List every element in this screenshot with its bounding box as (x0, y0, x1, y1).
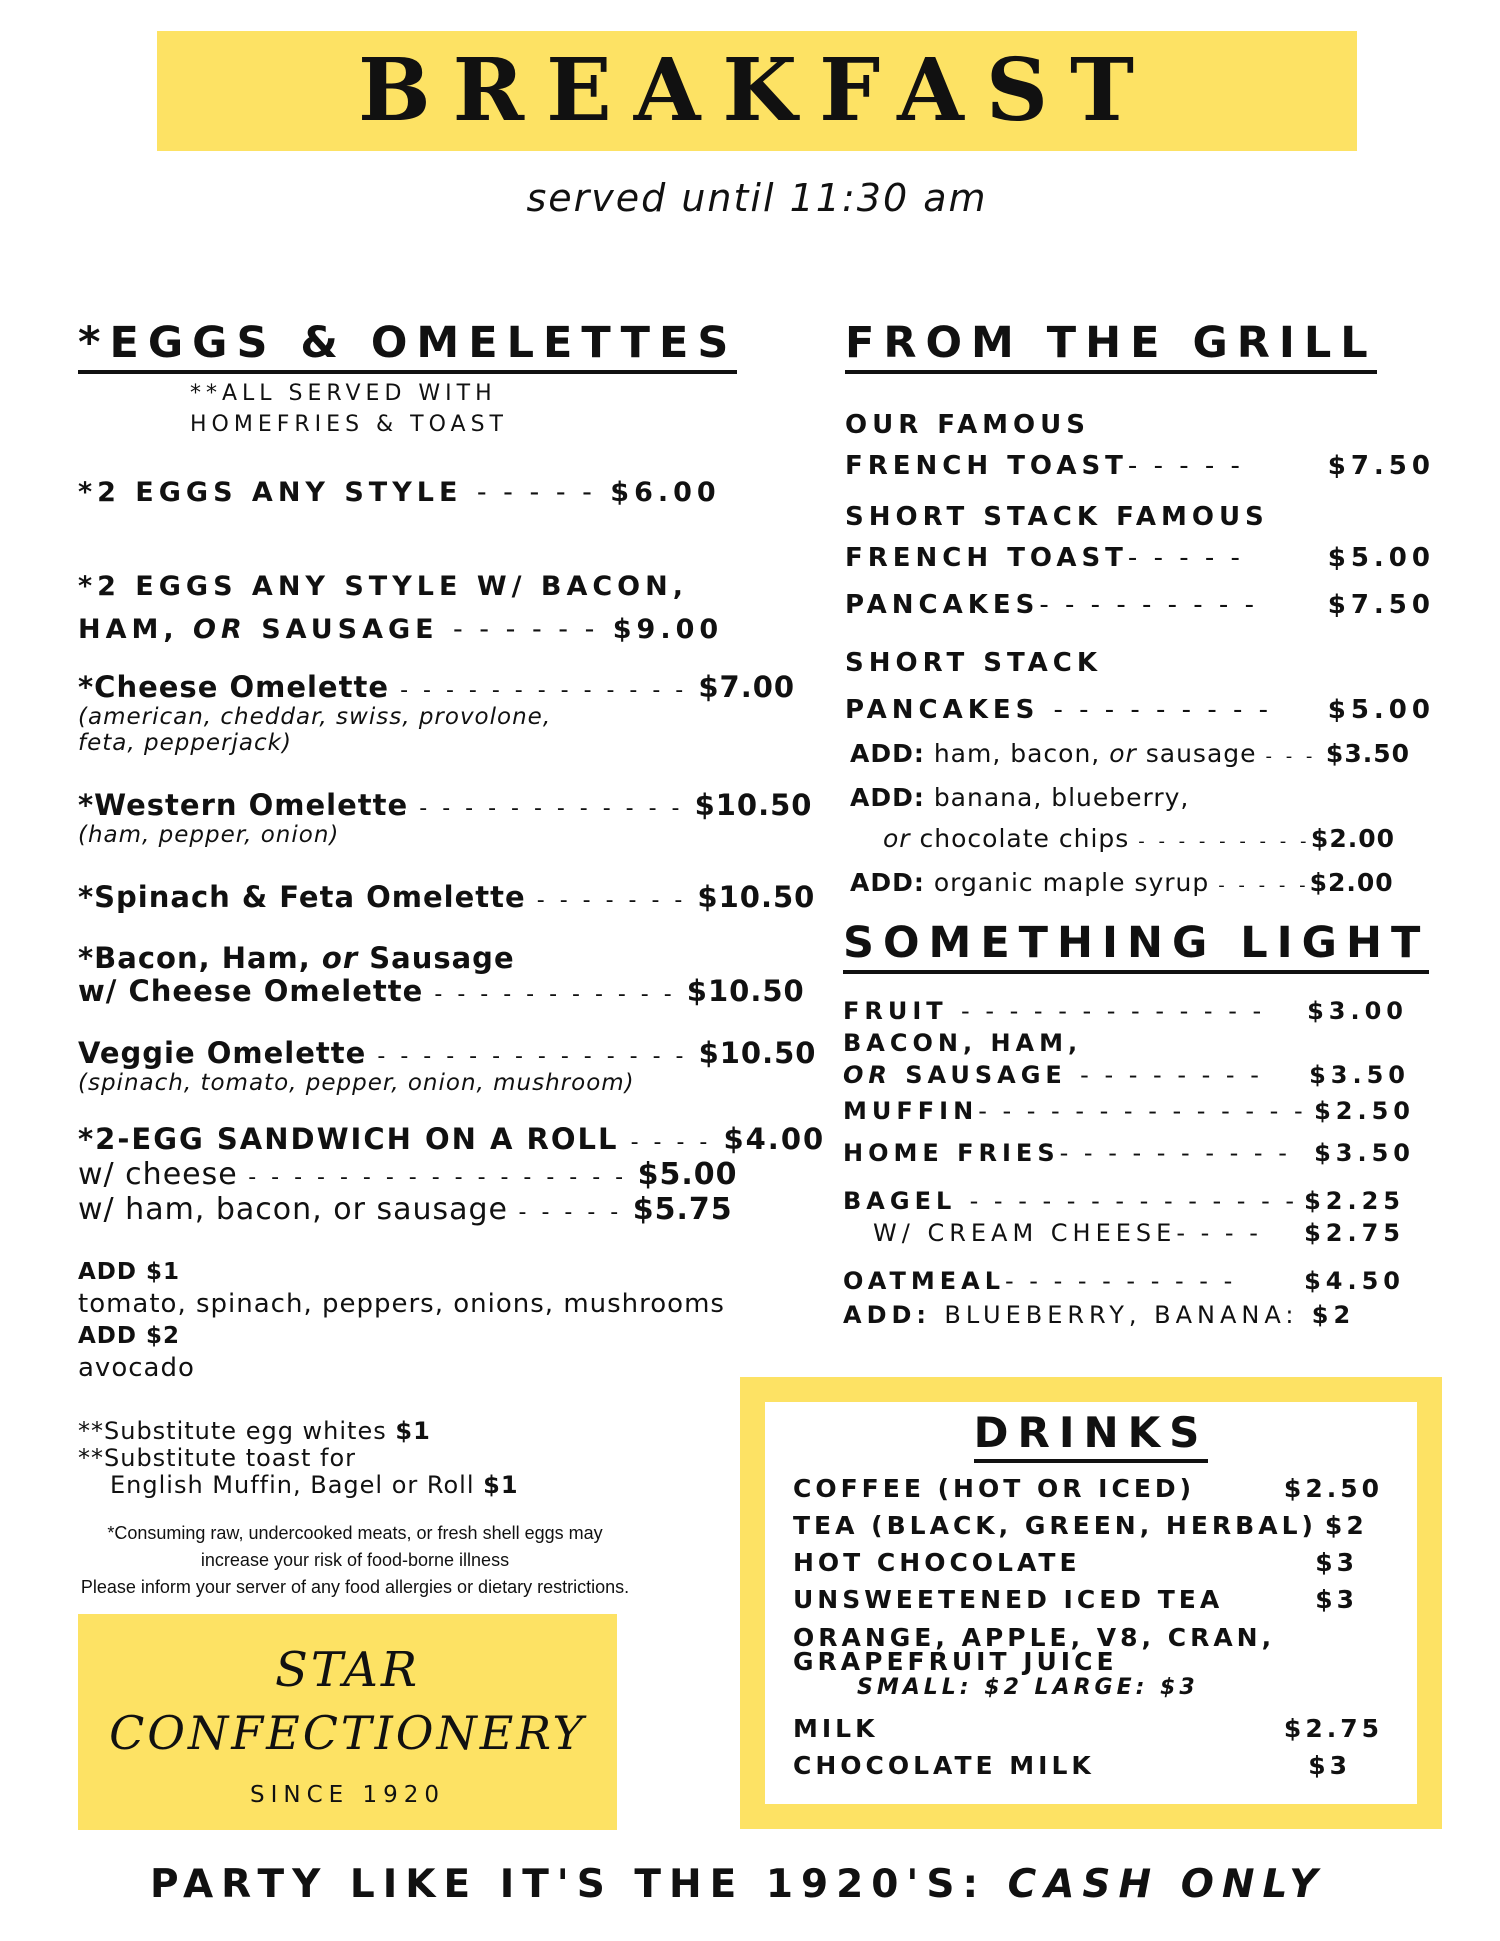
something-light-list (843, 995, 1413, 1331)
item-name: *Cheese Omelette (78, 670, 389, 704)
dash-leader: - - - - - - - - - - - - - - (978, 1097, 1307, 1125)
item-price: $7.50 (1327, 451, 1435, 481)
dash-leader: - - - - - - - - - - - - - (400, 678, 688, 703)
drink-name: UNSWEETENED ICED TEA (793, 1585, 1224, 1614)
item-name: FRENCH TOAST (845, 451, 1128, 481)
add-on-label: ADD $1 (78, 1259, 180, 1285)
dash-leader: - - - - - - - - - (1053, 695, 1273, 725)
add-on-label: ADD: (850, 868, 925, 897)
dash-leader: - - - - - - (452, 614, 599, 645)
item-price: $10.50 (697, 880, 816, 914)
drink-name: MILK (793, 1714, 879, 1743)
logo-text: CONFECTIONERY (109, 1706, 586, 1760)
item-price: $7.00 (698, 670, 796, 704)
menu-item-western-omelette (78, 788, 813, 848)
item-name: SHORT STACK FAMOUS (845, 502, 1269, 532)
drink-item (793, 1581, 1358, 1618)
served-with-note (190, 378, 508, 440)
drink-price: $3 (1315, 1548, 1358, 1577)
drink-price: $2 (1324, 1511, 1368, 1540)
item-price: $3.00 (1307, 997, 1408, 1025)
dash-leader: - - - - - - - - - - - - - (961, 997, 1266, 1025)
dash-leader: - - - - - (518, 1200, 623, 1225)
drink-item (793, 1470, 1383, 1507)
drink-name: COFFEE (HOT OR ICED) (793, 1474, 1196, 1503)
item-name: OR (193, 614, 247, 645)
item-price: $5.00 (637, 1157, 738, 1192)
substitution-text: **Substitute egg whites (78, 1417, 387, 1445)
menu-item-cheese-omelette (78, 670, 795, 756)
item-name: W/ CREAM CHEESE (873, 1219, 1177, 1247)
item-price: $5.75 (632, 1192, 733, 1227)
dash-leader: - - - - - - - - (1080, 1061, 1263, 1089)
dash-leader: - - - - (630, 1130, 712, 1155)
drinks-box (765, 1402, 1417, 1804)
add-on-label: ADD: (843, 1301, 932, 1329)
add-on-price: $2 (1311, 1301, 1356, 1329)
dash-leader: - - - - - - - - - (1138, 831, 1311, 852)
dash-leader: - - - - - (1218, 875, 1310, 896)
menu-item-pancakes (845, 590, 1435, 620)
item-name: *2 EGGS ANY STYLE W/ BACON, (78, 571, 688, 602)
drink-name: CHOCOLATE MILK (793, 1751, 1095, 1780)
add-on-text: or (883, 824, 911, 853)
item-name: HOME FRIES (843, 1139, 1060, 1167)
item-name: PANCAKES (845, 695, 1040, 725)
item-name: BAGEL (843, 1187, 957, 1215)
add-on-text: organic maple syrup (933, 868, 1210, 897)
dash-leader: - - - (1265, 746, 1317, 767)
add-on-price: $3.50 (1325, 739, 1410, 768)
item-description: (spinach, tomato, pepper, onion, mushroom) (78, 1070, 635, 1096)
item-description: (american, cheddar, swiss, provolone, (78, 704, 552, 730)
dash-leader: - - - - - - - - - - - - - - (969, 1187, 1299, 1215)
menu-item-2-eggs (78, 477, 721, 508)
footer-emphasis: CASH ONLY (1007, 1862, 1326, 1907)
item-price: $2.25 (1304, 1187, 1405, 1215)
cash-only-footer (150, 1862, 1330, 1907)
item-price: $4.00 (723, 1122, 826, 1156)
dash-leader: - - - - (1176, 1219, 1262, 1247)
drink-item (793, 1710, 1383, 1747)
item-name: BACON, HAM, (843, 1029, 1083, 1057)
drinks-heading: DRINKS (974, 1408, 1209, 1463)
logo-text: STAR (274, 1642, 421, 1698)
drinks-list (793, 1470, 1383, 1784)
item-name: FRUIT (843, 997, 948, 1025)
item-name: SHORT STACK (845, 648, 1103, 678)
item-price: $5.00 (1327, 543, 1435, 573)
drink-item (793, 1747, 1351, 1784)
add-ons-section (78, 1256, 725, 1384)
item-price: $10.50 (698, 1036, 817, 1070)
add-on-text: banana, blueberry, (933, 783, 1190, 812)
item-name: w/ Cheese Omelette (78, 974, 424, 1008)
item-price: $6.00 (610, 477, 721, 508)
disclaimer-line: Please inform your server of any food allergies or dietary restrictions. (80, 1577, 630, 1597)
add-on-text: or (1109, 739, 1137, 768)
item-name: OATMEAL (843, 1267, 1005, 1295)
add-on-items: avocado (78, 1353, 195, 1383)
substitution-text: English Muffin, Bagel or Roll (110, 1471, 475, 1499)
item-price: $10.50 (686, 974, 805, 1008)
item-name: *Bacon, Ham, (78, 941, 311, 975)
note-line: HOMEFRIES & TOAST (190, 412, 508, 437)
dash-leader: - - - - - (1127, 451, 1244, 481)
drink-name: GRAPEFRUIT JUICE (793, 1647, 1118, 1676)
drink-name: HOT CHOCOLATE (793, 1548, 1081, 1577)
item-price: $10.50 (694, 788, 813, 822)
drink-item (793, 1544, 1358, 1581)
menu-item-egg-sandwich (78, 1122, 825, 1227)
substitution-price: $1 (395, 1417, 431, 1445)
item-name: MUFFIN (843, 1097, 979, 1125)
item-price: $3.50 (1314, 1139, 1415, 1167)
drink-name: TEA (BLACK, GREEN, HERBAL) (793, 1511, 1317, 1540)
menu-item-spinach-feta-omelette (78, 880, 815, 914)
served-until-note: served until 11:30 am (526, 176, 988, 220)
from-the-grill-heading: FROM THE GRILL (845, 318, 1377, 374)
disclaimer-line: *Consuming raw, undercooked meats, or fresh shell eggs may (107, 1523, 603, 1543)
menu-item-french-toast (845, 405, 1435, 487)
dash-leader: - - - - - - - - - - - - - - - - - (248, 1165, 628, 1190)
drink-price: $3 (1315, 1585, 1358, 1614)
item-name: *2-EGG SANDWICH ON A ROLL (78, 1122, 619, 1156)
item-name: *2 EGGS ANY STYLE (78, 477, 463, 508)
item-option: w/ cheese (78, 1157, 238, 1192)
drink-item (793, 1507, 1383, 1544)
dash-leader: - - - - - - - - - - (1004, 1267, 1237, 1295)
item-price: $5.00 (1327, 695, 1435, 725)
item-name: Sausage (369, 941, 515, 975)
add-on-label: ADD: (850, 739, 925, 768)
menu-item-short-stack-french-toast (845, 497, 1435, 579)
star-confectionery-logo (78, 1614, 617, 1830)
something-light-heading: SOMETHING LIGHT (843, 918, 1429, 974)
drink-name: ORANGE, APPLE, V8, CRAN, (793, 1623, 1276, 1652)
item-name: OUR FAMOUS (845, 410, 1090, 440)
item-name: HAM, (78, 614, 179, 645)
menu-item-veggie-omelette (78, 1036, 817, 1096)
menu-title: BREAKFAST (357, 40, 1157, 141)
footer-text: PARTY LIKE IT'S THE 1920'S: (150, 1862, 987, 1907)
dash-leader: - - - - - - - - - (1039, 590, 1258, 620)
menu-item-bacon-ham-sausage-omelette (78, 942, 805, 1011)
drink-price: $3 (1308, 1751, 1351, 1780)
grill-add-ons (850, 733, 1410, 906)
eggs-omelettes-heading: *EGGS & OMELETTES (78, 318, 737, 374)
substitutions-section (78, 1418, 519, 1499)
item-name: PANCAKES (845, 590, 1040, 620)
add-on-label: ADD $2 (78, 1323, 180, 1349)
juice-sizes: SMALL: $2 LARGE: $3 (857, 1675, 1199, 1700)
disclaimer-line: increase your risk of food-borne illness (200, 1550, 510, 1570)
dash-leader: - - - - - - - - - - - - - - (377, 1044, 688, 1069)
food-safety-disclaimer (45, 1520, 665, 1601)
item-name: Veggie Omelette (78, 1036, 367, 1070)
item-price: $2.75 (1304, 1219, 1405, 1247)
add-on-price: $2.00 (1310, 824, 1395, 853)
item-price: $7.50 (1327, 590, 1435, 620)
add-on-text: ham, bacon, (933, 739, 1101, 768)
item-name: FRENCH TOAST (845, 543, 1128, 573)
item-price: $3.50 (1309, 1061, 1410, 1089)
item-name: SAUSAGE (905, 1061, 1067, 1089)
item-price: $4.50 (1304, 1267, 1405, 1295)
item-description: (ham, pepper, onion) (78, 822, 340, 848)
add-on-text: chocolate chips (919, 824, 1130, 853)
item-price: $9.00 (612, 614, 724, 645)
dash-leader: - - - - - - - - - - - - (419, 796, 684, 821)
add-on-price: $2.00 (1309, 868, 1394, 897)
menu-item-short-stack-pancakes (845, 640, 1435, 734)
add-on-items: tomato, spinach, peppers, onions, mushrooms (78, 1289, 725, 1319)
item-description: feta, pepperjack) (78, 730, 292, 756)
dash-leader: - - - - - - - (536, 888, 687, 913)
dash-leader: - - - - - (1127, 543, 1244, 573)
drink-price: $2.50 (1283, 1474, 1383, 1503)
item-option: w/ ham, bacon, or sausage (78, 1192, 508, 1227)
dash-leader: - - - - - (476, 477, 596, 508)
add-on-text: BLUEBERRY, BANANA: (944, 1301, 1299, 1329)
item-name: SAUSAGE (261, 614, 439, 645)
item-name: *Western Omelette (78, 788, 409, 822)
item-name: or (321, 941, 359, 975)
substitution-price: $1 (483, 1471, 519, 1499)
since-1920-text: SINCE 1920 (249, 1782, 446, 1808)
item-name: OR (843, 1061, 892, 1089)
item-price: $2.50 (1314, 1097, 1415, 1125)
dash-leader: - - - - - - - - - - - (434, 982, 676, 1007)
substitution-text: **Substitute toast for (78, 1444, 357, 1472)
drink-price: $2.75 (1283, 1714, 1383, 1743)
add-on-label: ADD: (850, 783, 925, 812)
note-line: **ALL SERVED WITH (190, 381, 497, 406)
item-name: *Spinach & Feta Omelette (78, 880, 526, 914)
add-on-text: sausage (1145, 739, 1257, 768)
dash-leader: - - - - - - - - - - (1059, 1139, 1291, 1167)
menu-item-2-eggs-meat (78, 565, 723, 651)
